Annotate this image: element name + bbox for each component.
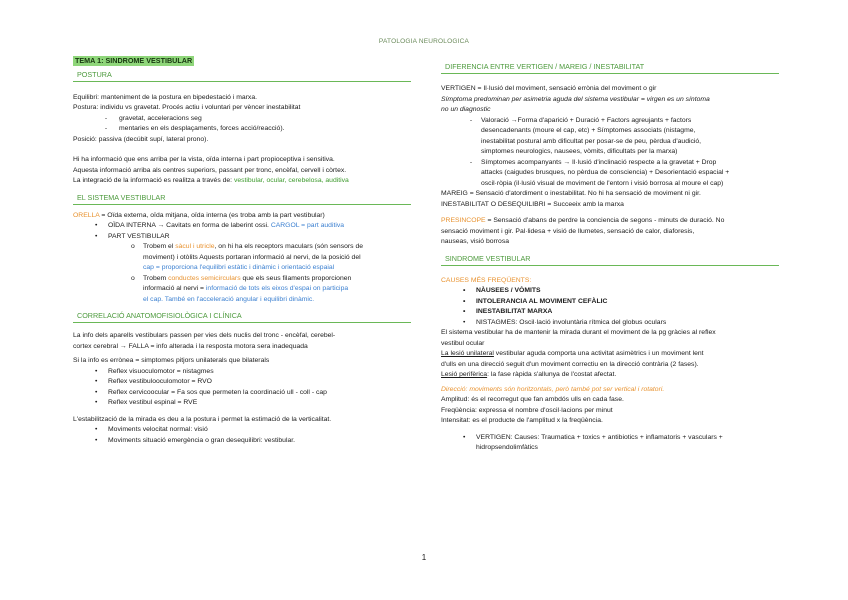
text-line: moviment) i otòlits Aquests portaran informació al nervi, de la posició del [143, 253, 361, 261]
dash-item: - gravetat, acceleracions seg [104, 114, 202, 122]
text-line: Si la info es errònea = simptomes pitjors unilaterals que bilaterals [73, 357, 270, 364]
text-line: Símptoma predominan per asimetria aguda del sistema vestibular = virgen es un síntoma [441, 95, 710, 103]
text-line: inestabilitat postural amb dificultat per posar-se de peu, pèrdua d'audició, [481, 137, 702, 145]
section-sistema-vestibular: EL SISTEMA VESTIBULAR [73, 193, 411, 205]
page-header: PATOLOGIA NEUROLOGICA [378, 38, 470, 45]
text-line: oscil·ròpia (il·lusió visual de moviment de l'entorn i visió borrosa al moure el cap) [481, 179, 724, 187]
bullet-item: • INESTABILITAT MARXA [441, 307, 779, 318]
section-sindrome-vestibular: SINDROME VESTIBULAR [441, 254, 779, 266]
text-line: Direcció: moviments són horitzontals, però també pot ser vertical i rotatori. [441, 385, 665, 393]
dash-item: - Valoració →Forma d'aparició + Duració + Factors agreujants + factors [469, 116, 692, 124]
tema-title: TEMA 1: SINDROME VESTIBULAR [75, 56, 193, 65]
text-line: d'ulls en una direcció seguit d'un moviment correctiu en la direcció contrària (2 fases). [441, 360, 699, 368]
text-line: simptomes neurologics, nausees, vòmits, dificultats per la marxa) [481, 148, 678, 155]
bullet-item: • Reflex vestibulooculomotor = RVO [73, 377, 411, 388]
text-line: Freqüència: expressa el nombre d'oscil·lacions per minut [441, 406, 613, 414]
right-column [441, 62, 779, 454]
section-diferencia: DIFERENCIA ENTRE VERTIGEN / MAREIG / INESTABILITAT [441, 62, 779, 74]
text-line: Intensitat: es el producte de l'amplitud x la freqüència. [441, 417, 603, 424]
text-line: La info dels aparells vestibulars passen per vies dels nuclis del tronc - encèfal, cerebel- [73, 332, 336, 339]
bullet-item: • INTOLERANCIA AL MOVIMENT CEFÀLIC [441, 297, 779, 308]
left-column [73, 56, 411, 446]
bullet-item: • Reflex cervicoocular = Fa sos que permeten la coordinació ull - coll - cap [73, 388, 411, 399]
text-line: Lesió perifèrica: la fase ràpida s'allunya de l'costat afectat. [441, 371, 617, 378]
bullet-item: • NÀUSEES / VÒMITS [441, 286, 779, 297]
bullet-item: • Reflex vestibul espinal = RVE [73, 398, 411, 409]
text-line: PRESINCOPE = Sensació d'abans de perdre la conciencia de segons - minuts de duració. No [441, 217, 725, 224]
text-line: Equilibri: manteniment de la postura en bipedestació i marxa. [73, 93, 257, 101]
text-line: Posició: passiva (decúbit supí, lateral prono). [73, 135, 209, 143]
bullet-item: • VERTIGEN: Causes: Traumatica + toxics + antibiotics + inflamatoris + vasculars + [441, 433, 779, 444]
text-line: attacks (caigudes brusques, no pèrdua de consciencia) + Desorientació espacial + [481, 169, 730, 176]
text-line: VERTIGEN = Il·lusió del moviment, sensació errònia del moviment o gir [441, 85, 657, 92]
dash-item: - Símptomes acompanyants → Il·lusió d'inclinació respecte a la gravetat + Drop [469, 158, 717, 166]
text-line: desencadenants (moure el cap, etc) + Símptomes associats (nistagme, [481, 127, 696, 134]
text-line: La integració de la informació es realitza a través de: vestibular, ocular, cerebelosa, auditiva [73, 177, 349, 184]
text-line: CAUSES MÉS FREQÜENTS: [441, 276, 532, 284]
text-line: cortex cerebral → FALLA = info alterada i la resposta motora sera inadequada [73, 342, 308, 350]
text-line: Aquesta informació arriba als centres superiors, passant per tronc, encèfal, cervell i còrtex. [73, 166, 347, 174]
bullet-item: • OÏDA INTERNA → Cavitats en forma de laberint ossi. CARGOL = part auditiva [73, 221, 411, 232]
section-postura: POSTURA [73, 70, 411, 82]
text-line: MAREIG = Sensació d'atordiment o inestabilitat. No hi ha sensació de moviment ni gir. [441, 190, 701, 197]
text-line: el cap. També en l'acceleració angular i equilibri dinàmic. [143, 295, 315, 303]
text-line: no un diagnostic [441, 106, 491, 113]
text-line: El sistema vestibular ha de mantenir la mirada durant el moviment de la pg gràcies al reflex [441, 329, 716, 336]
sub-item: o Trobem conductes semicirculars que els seus filaments proporcionen [131, 274, 352, 282]
bullet-item: • NISTAGMES: Oscil·lació involuntària rítmica del globus oculars [441, 318, 779, 329]
dash-item: - mentaries en els desplaçaments, forces acció/reacció). [104, 125, 285, 132]
bullet-item: • Moviments velocitat normal: visió [73, 425, 411, 436]
page-number: 1 [421, 553, 427, 562]
bullet-item: • Reflex visuoculomotor = nistagmes [73, 367, 411, 378]
text-line: Hi ha informació que ens arriba per la vista, oïda interna i part propioceptiva i sensitiva. [73, 156, 335, 163]
text-line: ORELLA = Oïda externa, oïda mitjana, oïda interna (es troba amb la part vestibular) [73, 211, 325, 219]
section-correlacio: CORRELACIÓ ANATOMOFISIOLÒGICA I CLÍNICA [73, 311, 411, 323]
text-line: Amplitud: és el recorregut que fan ambdós ulls en cada fase. [441, 396, 624, 403]
sub-item: o Trobem el sàcul i utricle, on hi ha els receptors maculars (són sensors de [131, 243, 364, 250]
text-line: vestibul ocular [441, 339, 485, 347]
text-line: informació al nervi = informació de tots els eixos d'espai on participa [143, 285, 349, 292]
text-line: Postura: individu vs gravetat. Procés actiu i voluntari per vèncer inestabilitat [73, 104, 301, 111]
text-line: sensació moviment i gir. Pal·lidesa + visió de llumetes, sensació de calor, diaforesis, [441, 227, 695, 235]
text-line: INESTABILITAT O DESEQUILIBRI = Succeeix amb la marxa [441, 200, 624, 208]
bullet-item: • Moviments situació emergència o gran desequilibri: vestibular. [73, 436, 411, 447]
text-line: nauseas, visió borrosa [441, 238, 510, 245]
text-line: hidropsendolimfàtics [476, 444, 538, 451]
text-line: cap = proporciona l'equilibri estàtic i dinàmic i orientació espaial [143, 264, 335, 271]
bullet-item: • PART VESTIBULAR [73, 232, 411, 243]
text-line: L'estabilització de la mirada es deu a la postura i permet la estimació de la verticalitat. [73, 415, 332, 423]
text-line: La lesió unilateral vestibular aguda comporta una activitat asimètrics i un moviment lent [441, 350, 704, 357]
